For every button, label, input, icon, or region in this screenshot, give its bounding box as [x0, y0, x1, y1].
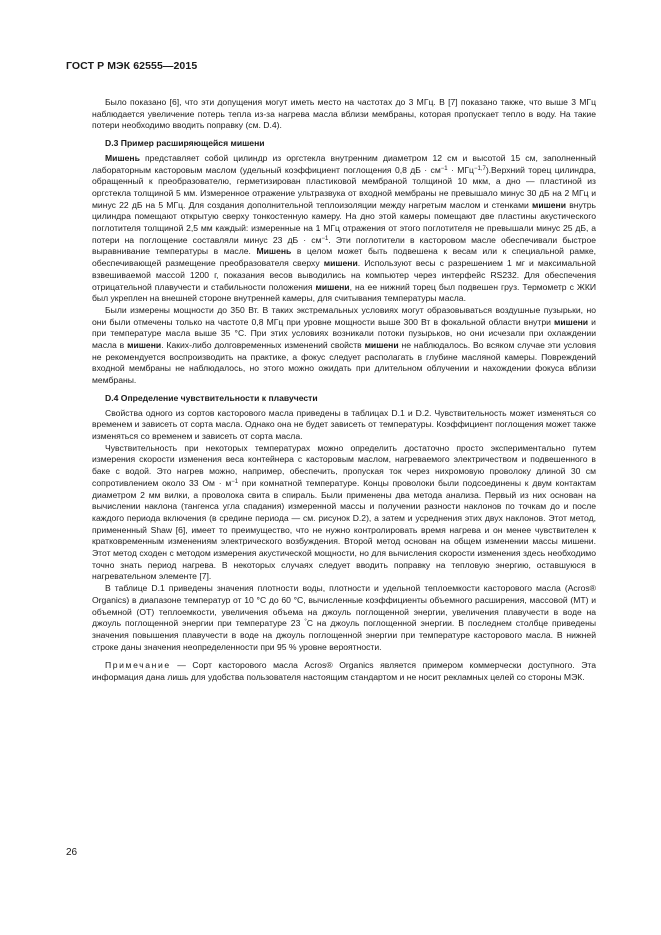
note-paragraph: Примечание — Сорт касторового масла Acros® Organics является примером коммерчески доступного. Эта информация дана лишь для удобства пользователя настоящим стандартом и не носит рекламных целей со стороны МЭК. [92, 660, 596, 683]
term-target: Мишень [105, 152, 140, 163]
document-header: ГОСТ Р МЭК 62555—2015 [66, 60, 198, 72]
page-content [92, 97, 596, 684]
d4-paragraph-3: В таблице D.1 приведены значения плотности воды, плотности и удельной теплоемкости касторового масла (Acros® Organics) в диапазоне температур от 10 °С до 60 °С, вычисленные коэффициенты объемного расширения, массовой (МТ) и объемной (ОТ) теплоемкости, увеличения объема на джоуль поглощенной энергии, увеличения плавучести в воде на джоуль поглощенной энергии при температуре 23 °С на джоуль поглощенной энергии. В последнем столбце приведены значения повышения плавучести в воде на джоуль поглощенной энергии при температуре касторового масла. В нижней строке даны значения неопределенности при 95 % уровне вероятности. [92, 583, 596, 652]
note-label: Примечание [105, 660, 171, 671]
section-d3-title: D.3 Пример расширяющейся мишени [105, 138, 265, 149]
intro-paragraph: Было показано [6], что эти допущения могут иметь место на частотах до 3 МГц. В [7] показано также, что выше 3 МГц наблюдается увеличение потерь тепла из-за нагрева масла вблизи мембраны, которая пропускает тепло в воду. На такие потери необходимо вводить поправку (см. D.4). [92, 97, 596, 131]
section-d4-title: D.4 Определение чувствительности к плавучести [105, 392, 318, 403]
d4-paragraph-1: Свойства одного из сортов касторового масла приведены в таблицах D.1 и D.2. Чувствительность может изменяться со временем и зависеть от сорта масла. Однако она не будет зависеть от температуры. Коэффициент поглощения может также изменяться со временем и зависеть от сорта масла. [92, 407, 596, 441]
page-number: 26 [66, 847, 78, 858]
d4-paragraph-2: Чувствительность при некоторых температурах можно определить достаточно просто экспериментально путем измерения скорости изменения веса контейнера с касторовым маслом, нагреваемого электричеством и подвешенного в баке с водой. Это нагрев можно, например, обеспечить, пропуская ток через нихромовую проволоку длиной 30 см сопротивлением около 33 Ом · $м^{-1}$ при комнатной температуре. Концы проволоки были подсоединены к двум контактам диаметром 2 мм вилки, а проволока свита в спираль. Были применены два метода анализа. Первый из них основан на вычислении наклона (тангенса угла спадания) измеренной массы и получении разности наклонов по точкам до и после каждого периода включения (в средине периода — см. рисунок D.2), а затем и усреднения этих двух наклонов. Этот метод, примененный Shaw [6], имеет то преимущество, что не нужно контролировать время нагрева и он менее чувствителен к кратковременным изменениям электрического возбуждения. Второй метод основан на общем изменении массы мишени. Этот метод сходен с методом измерения акустической мощности, но для вычисления скорости изменения здесь необходимо точно знать период нагрева. В некоторых случаях следует вводить поправку на тепловую энергию, оставшуюся в нагревательном элементе [7]. [92, 442, 596, 582]
d3-paragraph-1: Мишень представляет собой цилиндр из оргстекла внутренним диаметром 12 см и высотой 15 см, заполненный лабораторным касторовым маслом (удельный коэффициент поглощения 0,8 дБ · $см^{-1}$ · МГц$^{-1,7}$).Верхний торец цилиндра, обращенный к преобразователю, герметизирован пластиковой мембраной толщиной 10 мкм, а дно — пластиной из оргстекла толщиной 5 мм. Измеренное отражение ультразвука от входной мембраны не превышало минус 30 дБ на 2 МГц и минус 22 дБ на 5 МГц. Для создания дополнительной теплоизоляции между нагретым маслом и стенками мишени внутрь цилиндра помещают открытую сверху тонкостенную камеру. На дно этой камеры помещают две пластины акустического поглотителя толщиной 2,5 мм каждый: измеренные на 1 МГц отражения от этого поглотителя не превышали минус 25 дБ, а потери на поглощение составляли минус 23 дБ · $см^{-1}$. Эти поглотители в касторовом масле обеспечивали быстрое выравнивание температуры в масле. Мишень в целом может быть подвешена к весам или к специальной рамке, обеспечивающей размещение преобразователя сверху мишени. Используют весы с разрешением 1 мг и максимальной взвешиваемой массой 1200 г, показания весов выводились на компьютер через интерфейс RS232. Для обеспечения отрицательной плавучести и стабильности положения мишени, на ее нижний торец был подвешен груз. Термометр с ЖКИ был укреплен на внешней стороне внутренней камеры, для считывания температуры масла. [92, 152, 597, 304]
d3-paragraph-2: Были измерены мощности до 350 Вт. В таких экстремальных условиях могут образовываться воздушные пузырьки, но они были отмечены только на частоте 0,8 МГц при уровне мощности выше 300 Вт в фокальной области внутри мишени и при температуре масла выше 35 °С. При этих условиях возникали потоки пузырьков, но они исчезали при охлаждении масла в мишени. Каких-либо долговременных изменений свойств мишени не наблюдалось. Во всяком случае эти условия не рекомендуется воспроизводить на практике, а фокус следует располагать в глубине масляной камеры. Повреждений входной мембраны не наблюдалось, но этого можно ожидать при длительном облучении и нахождении фокуса вблизи мембраны. [92, 304, 596, 386]
